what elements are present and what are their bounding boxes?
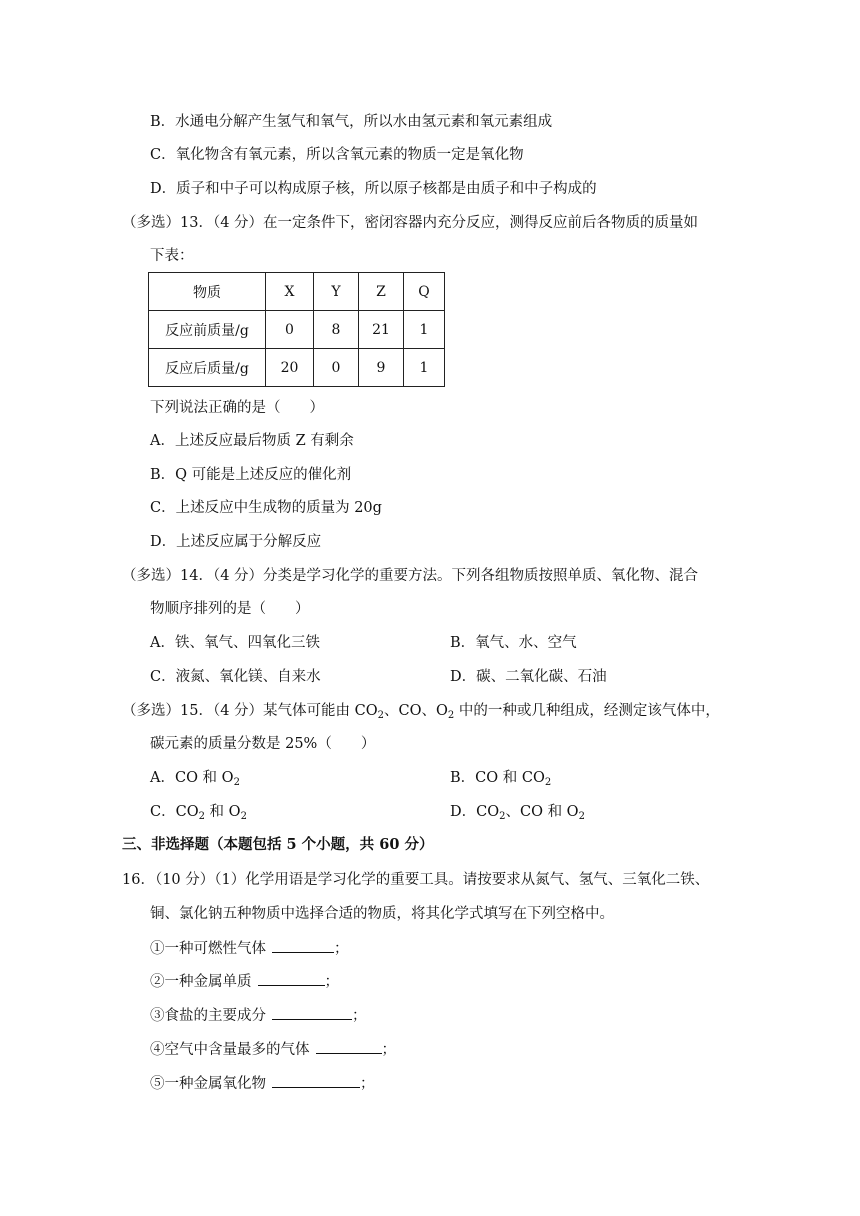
- table-cell: 9: [359, 349, 404, 387]
- q15-stem-line2: 碳元素的质量分数是 25%（ ）: [150, 736, 376, 752]
- table-cell: 8: [314, 311, 359, 349]
- answer-blank[interactable]: [272, 938, 334, 953]
- subscript: 2: [447, 710, 455, 721]
- q14-option-a: A．铁、氧气、四氧化三铁: [150, 635, 320, 651]
- q13-option-c: C．上述反应中生成物的质量为 20g: [150, 500, 382, 516]
- subscript: 2: [377, 710, 384, 721]
- table-header-cell: Y: [314, 273, 359, 311]
- q12-option-c: C．氧化物含有氧元素，所以含氧元素的物质一定是氧化物: [150, 147, 524, 163]
- subscript: 2: [198, 811, 205, 822]
- table-header-cell: Q: [404, 273, 445, 311]
- table-cell: 1: [404, 349, 445, 387]
- q15-stem-line1: [122, 701, 720, 721]
- punctuation: ；: [352, 1008, 367, 1024]
- q16-item-1: [150, 938, 349, 959]
- item-text: ④空气中含量最多的气体: [150, 1042, 310, 1058]
- option-text: 、CO 和 O: [505, 804, 579, 820]
- answer-blank[interactable]: [258, 971, 325, 986]
- table-cell: 21: [359, 311, 404, 349]
- q14-stem-line1: （多选）14．（4 分）分类是学习化学的重要方法。下列各组物质按照单质、氧化物、混合: [122, 568, 699, 584]
- q13-stem-line1: （多选）13．（4 分）在一定条件下，密闭容器内充分反应，测得反应前后各物质的质量如: [122, 215, 699, 231]
- option-text: B．CO 和 CO: [450, 770, 545, 786]
- q14-option-d: D．碳、二氧化碳、石油: [450, 669, 607, 685]
- item-text: ⑤一种金属氧化物: [150, 1076, 266, 1092]
- q16-item-3: [150, 1005, 367, 1026]
- q15-stem-text: 、CO、O: [384, 703, 448, 719]
- q13-prompt: 下列说法正确的是（ ）: [150, 400, 324, 416]
- table-cell: 0: [266, 311, 314, 349]
- q13-option-a: A．上述反应最后物质 Z 有剩余: [150, 433, 354, 449]
- punctuation: ；: [334, 941, 349, 957]
- q15-option-b: [450, 768, 551, 788]
- table-row: [149, 311, 445, 349]
- answer-blank[interactable]: [316, 1039, 382, 1054]
- q14-option-b: B．氧气、水、空气: [450, 635, 577, 651]
- subscript: 2: [233, 777, 240, 788]
- q13-mass-table: [148, 272, 445, 387]
- table-header-cell: 物质: [149, 273, 266, 311]
- q16-item-5: [150, 1073, 375, 1094]
- table-header-row: [149, 273, 445, 311]
- q16-item-2: [150, 971, 339, 992]
- table-header-cell: X: [266, 273, 314, 311]
- q14-option-c: C．液氮、氧化镁、自来水: [150, 669, 321, 685]
- q16-item-4: [150, 1039, 396, 1060]
- item-text: ②一种金属单质: [150, 974, 252, 990]
- table-cell: 反应后质量/g: [149, 349, 266, 387]
- table-cell: 1: [404, 311, 445, 349]
- table-header-cell: Z: [359, 273, 404, 311]
- punctuation: ；: [324, 974, 339, 990]
- table-cell: 0: [314, 349, 359, 387]
- table-cell: 反应前质量/g: [149, 311, 266, 349]
- q13-option-b: B．Q 可能是上述反应的催化剂: [150, 467, 352, 483]
- q12-option-b: B．水通电分解产生氢气和氧气，所以水由氢元素和氧元素组成: [150, 114, 553, 130]
- table-row: [149, 349, 445, 387]
- option-text: A．CO 和 O: [150, 770, 234, 786]
- q16-stem-line2: 铜、氯化钠五种物质中选择合适的物质，将其化学式填写在下列空格中。: [150, 906, 614, 922]
- answer-blank[interactable]: [272, 1005, 352, 1020]
- q15-stem-text: （多选）15．（4 分）某气体可能由 CO: [122, 703, 378, 719]
- option-text: 和 O: [204, 804, 241, 820]
- option-text: D．CO: [450, 804, 500, 820]
- answer-blank[interactable]: [272, 1073, 360, 1088]
- q15-stem-text: 中的一种或几种组成，经测定该气体中，: [454, 703, 720, 719]
- subscript: 2: [240, 811, 247, 822]
- q13-stem-line2: 下表：: [150, 248, 194, 264]
- q15-option-d: [450, 802, 585, 822]
- subscript: 2: [578, 811, 585, 822]
- q15-option-c: [150, 802, 247, 822]
- subscript: 2: [499, 811, 506, 822]
- q16-stem-line1: 16．（10 分）（1）化学用语是学习化学的重要工具。请按要求从氮气、氢气、三氧化二铁、: [122, 872, 710, 888]
- subscript: 2: [544, 777, 552, 788]
- q15-option-a: [150, 768, 240, 788]
- option-text: C．CO: [150, 804, 199, 820]
- item-text: ①一种可燃性气体: [150, 941, 266, 957]
- table-cell: 20: [266, 349, 314, 387]
- punctuation: ；: [360, 1076, 375, 1092]
- section-title: 三、非选择题（本题包括 5 个小题，共 60 分）: [122, 836, 434, 853]
- q14-stem-line2: 物顺序排列的是（ ）: [150, 601, 310, 617]
- q12-option-d: D．质子和中子可以构成原子核，所以原子核都是由质子和中子构成的: [150, 181, 597, 197]
- q13-option-d: D．上述反应属于分解反应: [150, 534, 322, 550]
- punctuation: ；: [381, 1042, 396, 1058]
- item-text: ③食盐的主要成分: [150, 1008, 266, 1024]
